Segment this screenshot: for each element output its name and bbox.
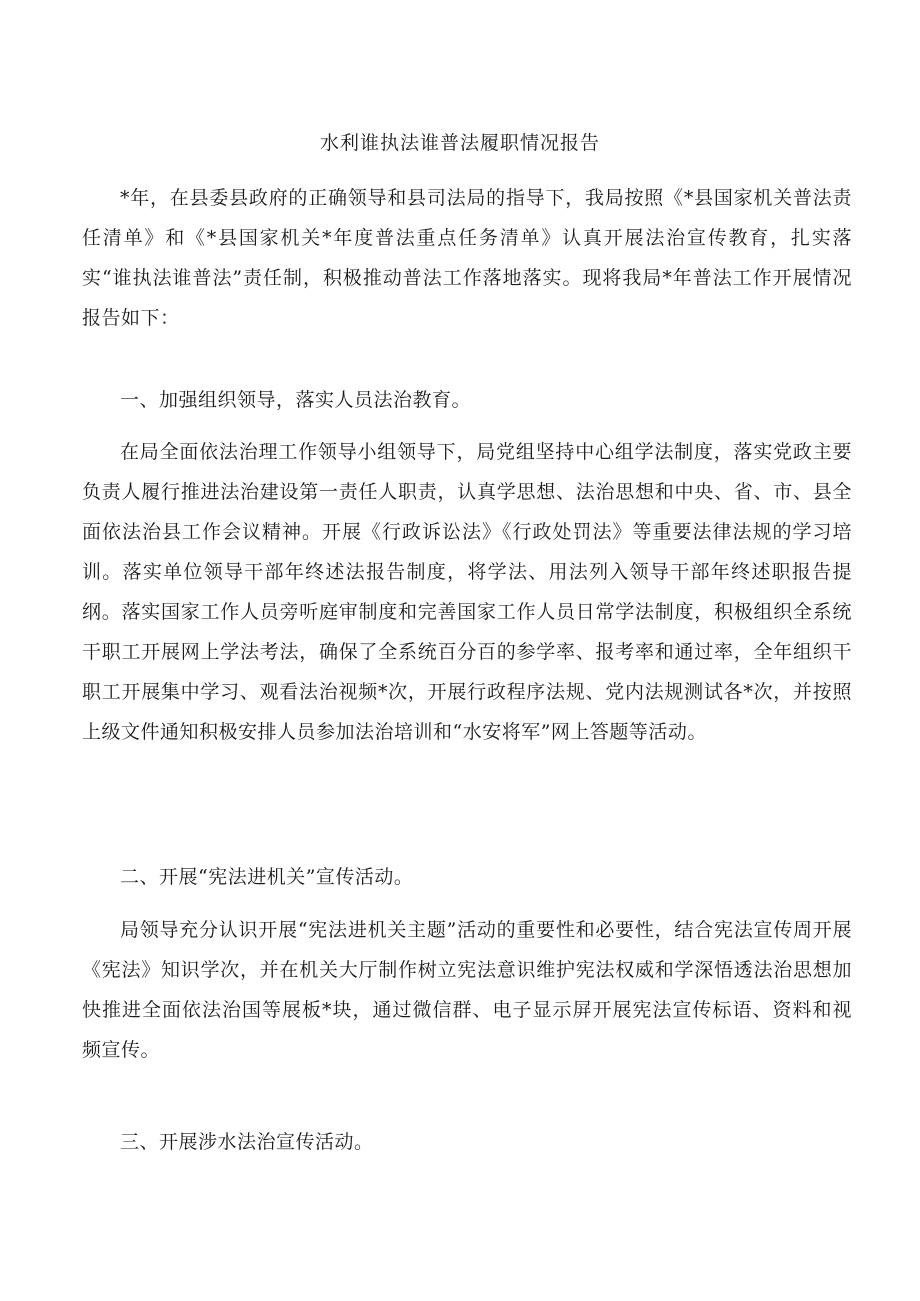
intro-paragraph: *年，在县委县政府的正确领导和县司法局的指导下，我局按照《*县国家机关普法责任清单》和《*县国家机关*年度普法重点任务清单》认真开展法治宣传教育，扎实落实“谁执法谁普法”责任制，积极推动普法工作落地落实。现将我局*年普法工作开展情况报告如下： (82, 187, 852, 329)
section-1-body: 在局全面依法治理工作领导小组领导下，局党组坚持中心组学法制度，落实党政主要负责人履行推进法治建设第一责任人职责，认真学思想、法治思想和中央、省、市、县全面依法治县工作会议精神。开展《行政诉讼法》《行政处罚法》等重要法律法规的学习培训。落实单位领导干部年终述法报告制度，将学法、用法列入领导干部年终述职报告提纲。落实国家工作人员旁听庭审制度和完善国家工作人员日常学法制度，积极组织全系统干职工开展网上学法考法，确保了全系统百分百的参学率、报考率和通过率，全年组织干职工开展集中学习、观看法治视频*次，开展行政程序法规、党内法规测试各*次，并按照上级文件通知积极安排人员参加法治培训和“水安将军”网上答题等活动。 (82, 441, 852, 743)
section-2-heading: 二、开展“宪法进机关”宣传活动。 (120, 866, 414, 888)
document-title: 水利谁执法谁普法履职情况报告 (319, 132, 600, 154)
section-2-body: 局领导充分认识开展“宪法进机关主题”活动的重要性和必要性，结合宪法宣传周开展《宪法》知识学次，并在机关大厅制作树立宪法意识维护宪法权威和学深悟透法治思想加快推进全面依法治国等展板*块，通过微信群、电子显示屏开展宪法宣传标语、资料和视频宣传。 (82, 919, 852, 1061)
section-1-heading: 一、加强组织领导，落实人员法治教育。 (120, 389, 472, 411)
section-3-heading: 三、开展涉水法治宣传活动。 (120, 1131, 374, 1153)
